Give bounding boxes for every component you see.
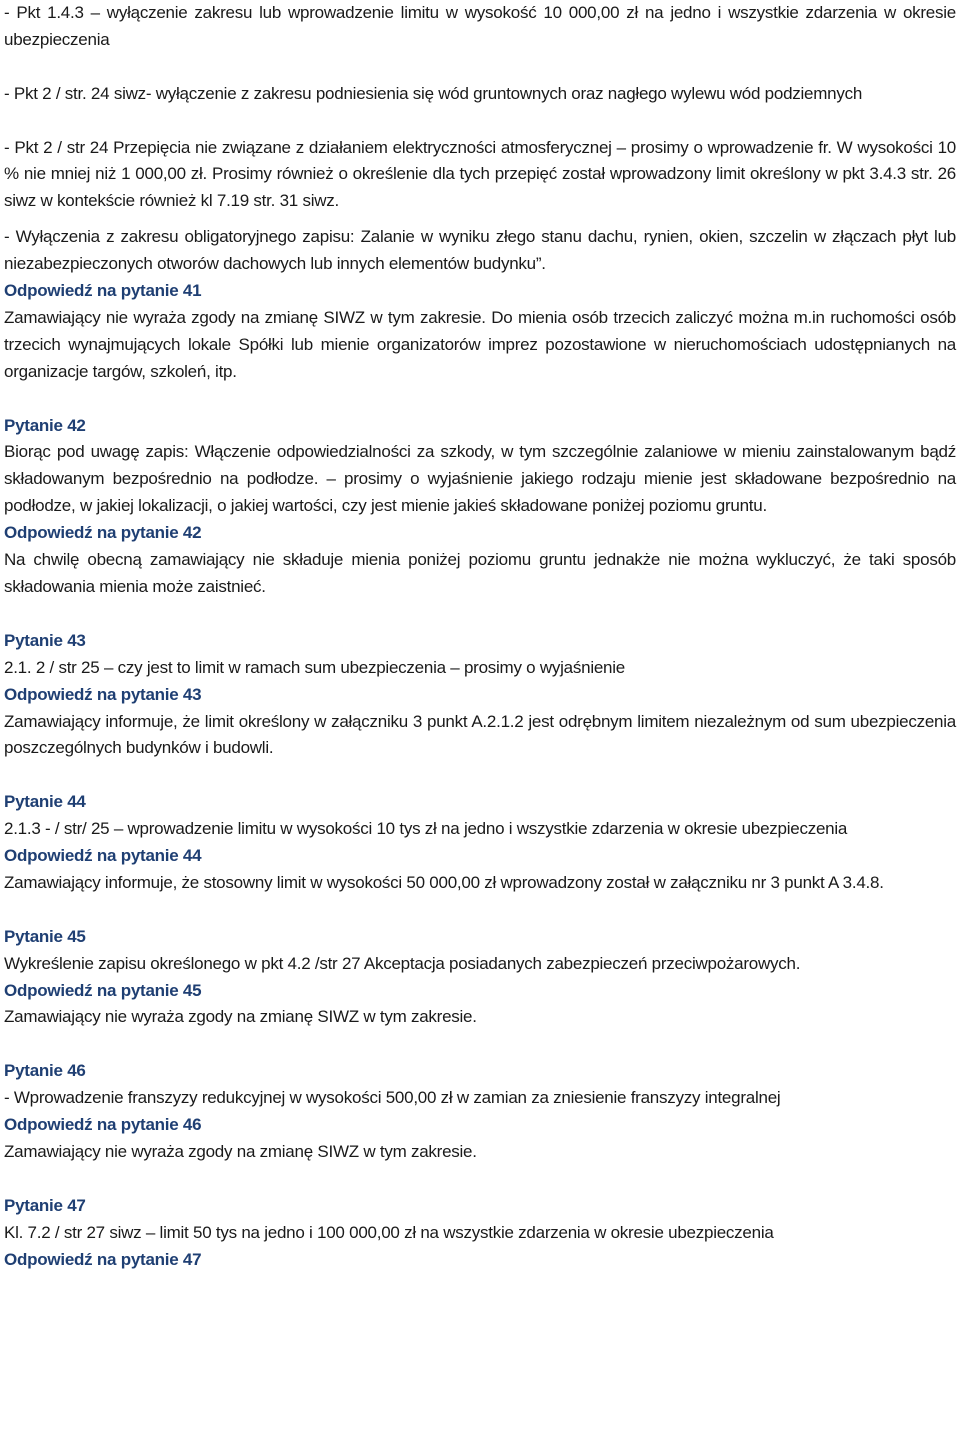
question-43-text: 2.1. 2 / str 25 – czy jest to limit w ramach sum ubezpieczenia – prosimy o wyjaśnienie bbox=[4, 657, 625, 677]
answer-42-text: Na chwilę obecną zamawiający nie składuje mienia poniżej poziomu gruntu jednakże nie można wykluczyć, że taki sposób składowania mienia może zaistnieć. bbox=[4, 550, 956, 596]
question-46-heading: Pytanie 46 bbox=[4, 1061, 86, 1081]
answer-41-text: Zamawiający nie wyraża zgody na zmianę SIWZ w tym zakresie. Do mienia osób trzecich zaliczyć można m.in ruchomości osób trzecich wynajmujących lokale Spółki lub mienie organizatorów imprez pozostawione w nieruchomościach udostępnianych na organizacje targów, szkoleń, itp. bbox=[4, 307, 956, 381]
answer-45-text: Zamawiający nie wyraża zgody na zmianę SIWZ w tym zakresie. bbox=[4, 1007, 477, 1027]
answer-42-heading: Odpowiedź na pytanie 42 bbox=[4, 523, 202, 543]
answer-45-heading: Odpowiedź na pytanie 45 bbox=[4, 980, 202, 1000]
spacer bbox=[4, 215, 956, 224]
intro-item-3: - Pkt 2 / str 24 Przepięcia nie związane z działaniem elektryczności atmosferycznej – prosimy o wprowadzenie fr. W wysokości 10 % nie mniej niż 1 000,00 zł. Prosimy również o określenie dla tych przepięć został wprowadzony limit określony w pkt 3.4.3 str. 26 siwz w kontekście również kl 7.19 str. 31 siwz. bbox=[4, 137, 956, 211]
answer-46-heading: Odpowiedź na pytanie 46 bbox=[4, 1115, 202, 1135]
question-43-heading: Pytanie 43 bbox=[4, 630, 86, 650]
answer-46-text: Zamawiający nie wyraża zgody na zmianę SIWZ w tym zakresie. bbox=[4, 1141, 477, 1161]
spacer bbox=[4, 386, 956, 413]
intro-item-2: - Pkt 2 / str. 24 siwz- wyłączenie z zakresu podniesienia się wód gruntownych oraz nagłego wylewu wód podziemnych bbox=[4, 83, 863, 103]
answer-41-heading: Odpowiedź na pytanie 41 bbox=[4, 281, 202, 301]
document-page bbox=[4, 0, 956, 1273]
question-47-text: Kl. 7.2 / str 27 siwz – limit 50 tys na jedno i 100 000,00 zł na wszystkie zdarzenia w okresie ubezpieczenia bbox=[4, 1222, 774, 1242]
answer-44-heading: Odpowiedź na pytanie 44 bbox=[4, 846, 202, 866]
spacer bbox=[4, 108, 956, 135]
spacer bbox=[4, 54, 956, 81]
spacer bbox=[4, 897, 956, 924]
question-42-heading: Pytanie 42 bbox=[4, 415, 86, 435]
answer-47-heading: Odpowiedź na pytanie 47 bbox=[4, 1249, 202, 1269]
question-46-text: - Wprowadzenie franszyzy redukcyjnej w wysokości 500,00 zł w zamian za zniesienie franszyzy integralnej bbox=[4, 1088, 781, 1108]
question-45-text: Wykreślenie zapisu określonego w pkt 4.2 /str 27 Akceptacja posiadanych zabezpieczeń przeciwpożarowych. bbox=[4, 953, 801, 973]
question-42-text: Biorąc pod uwagę zapis: Włączenie odpowiedzialności za szkody, w tym szczególnie zalaniowe w mieniu zainstalowanym bądź składowanym bezpośrednio na podłodze. – prosimy o wyjaśnienie jakiego rodzaju mienie jest składowane bezpośrednio na podłodze, w jakiej lokalizacji, o jakiej wartości, czy jest mienie jakieś składowane poniżej poziomu gruntu. bbox=[4, 442, 956, 516]
answer-44-text: Zamawiający informuje, że stosowny limit w wysokości 50 000,00 zł wprowadzony został w załączniku nr 3 punkt A 3.4.8. bbox=[4, 872, 884, 892]
answer-43-heading: Odpowiedź na pytanie 43 bbox=[4, 684, 202, 704]
spacer bbox=[4, 762, 956, 789]
intro-item-1: - Pkt 1.4.3 – wyłączenie zakresu lub wprowadzenie limitu w wysokość 10 000,00 zł na jedno i wszystkie zdarzenia w okresie ubezpieczenia bbox=[4, 3, 956, 49]
question-47-heading: Pytanie 47 bbox=[4, 1195, 86, 1215]
question-45-heading: Pytanie 45 bbox=[4, 926, 86, 946]
spacer bbox=[4, 601, 956, 628]
spacer bbox=[4, 1031, 956, 1058]
intro-item-4: - Wyłączenia z zakresu obligatoryjnego zapisu: Zalanie w wyniku złego stanu dachu, rynien, okien, szczelin w złączach płyt lub niezabezpieczonych otworów dachowych lub innych elementów budynku”. bbox=[4, 227, 956, 274]
question-44-text: 2.1.3 - / str/ 25 – wprowadzenie limitu w wysokości 10 tys zł na jedno i wszystkie zdarzenia w okresie ubezpieczenia bbox=[4, 819, 848, 839]
spacer bbox=[4, 1166, 956, 1193]
answer-43-text: Zamawiający informuje, że limit określony w załączniku 3 punkt A.2.1.2 jest odrębnym limitem niezależnym od sum ubezpieczenia poszczególnych budynków i budowli. bbox=[4, 711, 956, 758]
question-44-heading: Pytanie 44 bbox=[4, 792, 86, 812]
